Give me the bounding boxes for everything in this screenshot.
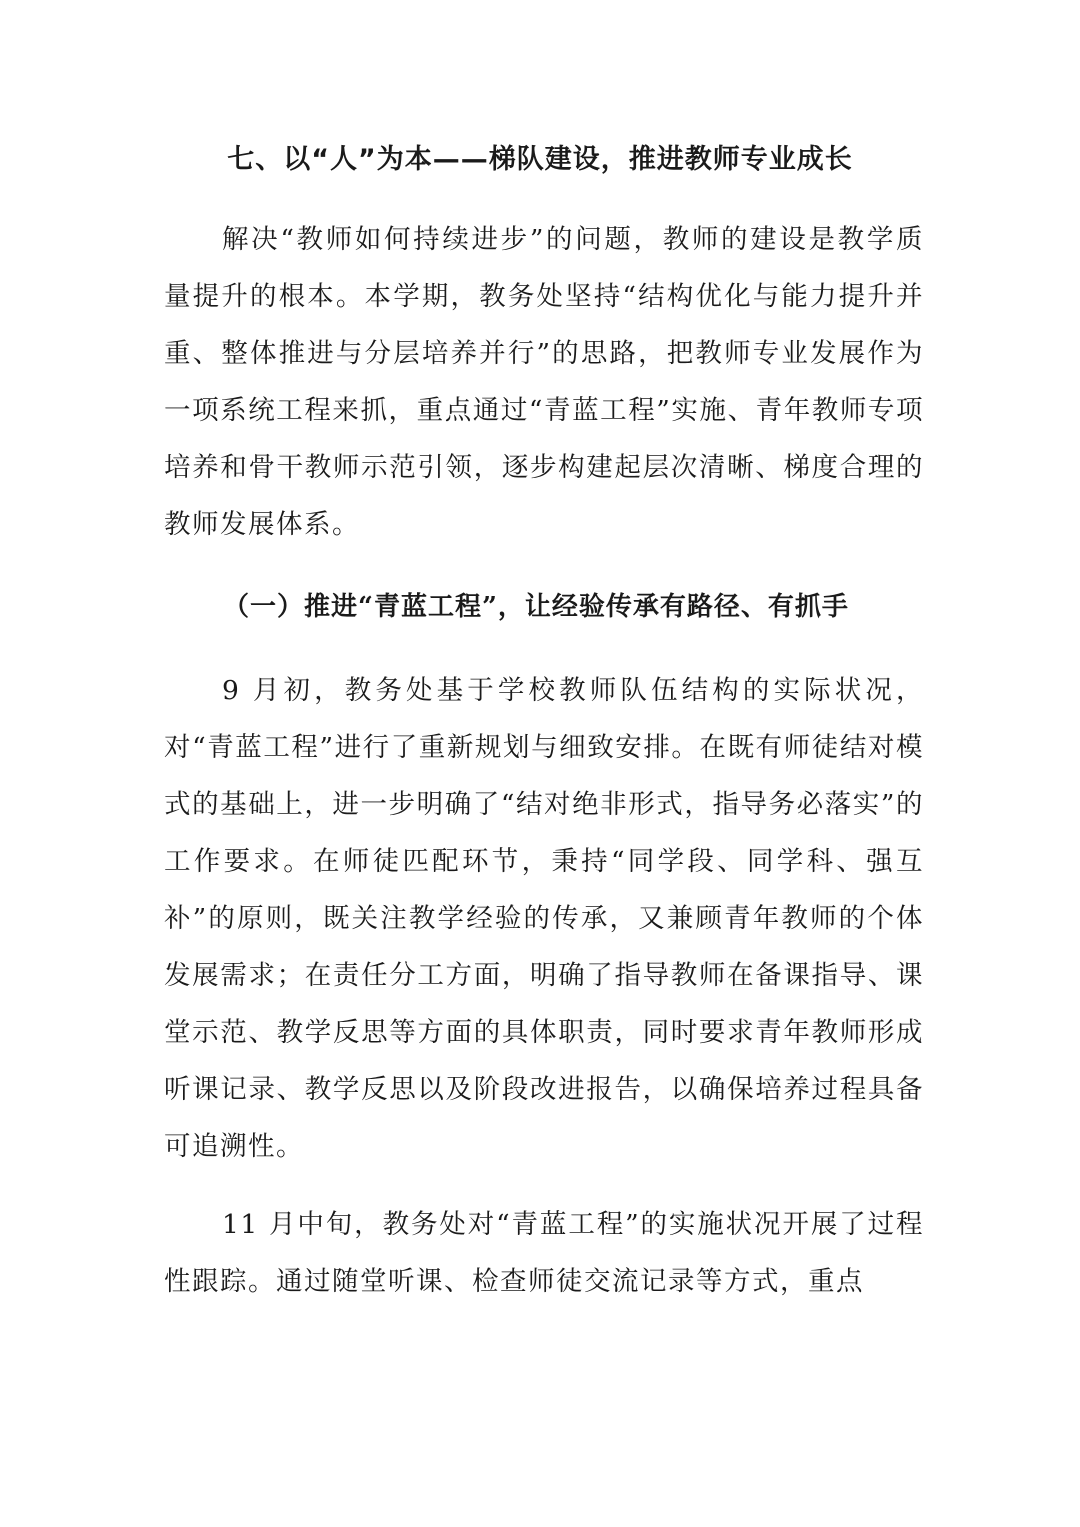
paragraph-qinglan-tracking: 11 月中旬，教务处对“青蓝工程”的实施状况开展了过程性跟踪。通过随堂听课、检查师徒交流记录等方式，重点 xyxy=(164,1209,924,1297)
paragraph-qinglan-plan: 9 月初，教务处基于学校教师队伍结构的实际状况，对“青蓝工程”进行了重新规划与细致安排。在既有师徒结对模式的基础上，进一步明确了“结对绝非形式，指导务必落实”的工作要求。在师徒匹配环节，秉持“同学段、同学科、强互补”的原则，既关注教学经验的传承，又兼顾青年教师的个体发展需求；在责任分工方面，明确了指导教师在备课指导、课堂示范、教学反思等方面的具体职责，同时要求青年教师形成听课记录、教学反思以及阶段改进报告，以确保培养过程具备可追溯性。 xyxy=(164,675,924,1162)
paragraph-intro: 解决“教师如何持续进步”的问题，教师的建设是教学质量提升的根本。本学期，教务处坚持“结构优化与能力提升并重、整体推进与分层培养并行”的思路，把教师专业发展作为一项系统工程来抓，重点通过“青蓝工程”实施、青年教师专项培养和骨干教师示范引领，逐步构建起层次清晰、梯度合理的教师发展体系。 xyxy=(164,224,924,540)
subsection-title: （一）推进“青蓝工程”，让经验传承有路径、有抓手 xyxy=(223,592,849,622)
section-title: 七、以“人”为本——梯队建设，推进教师专业成长 xyxy=(227,144,853,175)
